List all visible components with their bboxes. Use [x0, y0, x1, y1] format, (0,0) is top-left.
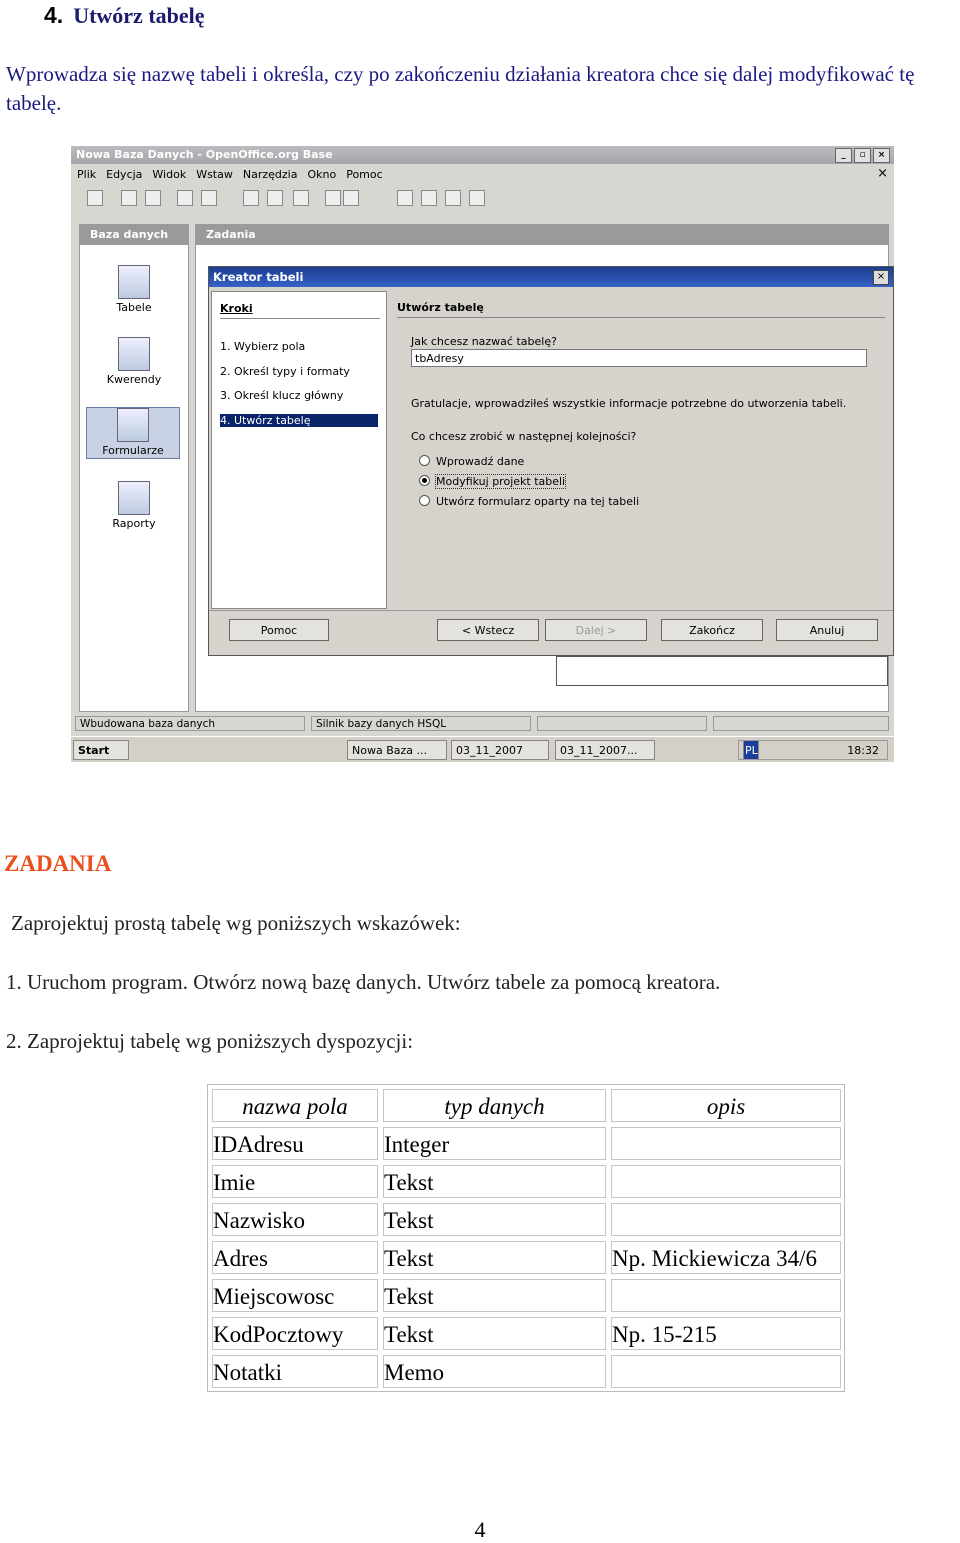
- save-icon[interactable]: [145, 190, 161, 206]
- reports-icon: [118, 481, 150, 515]
- menu-widok[interactable]: Widok: [152, 168, 187, 181]
- section-heading: [44, 2, 205, 29]
- database-pane: [79, 224, 189, 712]
- tasks-pane-header: Zadania: [196, 225, 888, 245]
- table-cell: Tekst: [383, 1203, 606, 1236]
- dialog-title: Kreator tabeli: [209, 267, 893, 287]
- table-cell: Miejscowosc: [212, 1279, 378, 1312]
- dialog-close-icon[interactable]: ×: [873, 270, 889, 285]
- close-window-button[interactable]: ×: [873, 148, 890, 163]
- toolbar: [71, 186, 894, 210]
- page-number: 4: [474, 1517, 486, 1542]
- table-header-cell: opis: [611, 1089, 841, 1122]
- form-icon[interactable]: [293, 190, 309, 206]
- task-folder[interactable]: 03_11_2007: [451, 740, 549, 760]
- section-number: 4.: [44, 2, 64, 28]
- content-header: Utwórz tabelę: [397, 301, 484, 314]
- windows-taskbar: [71, 736, 894, 762]
- table-cell: Memo: [383, 1355, 606, 1388]
- table-cell: [611, 1203, 841, 1236]
- radio-create-form[interactable]: Utwórz formularz oparty na tej tabeli: [419, 495, 639, 508]
- table-wizard-dialog: [208, 266, 894, 656]
- table-cell: Notatki: [212, 1355, 378, 1388]
- menu-okno[interactable]: Okno: [307, 168, 337, 181]
- wizard-content: [389, 291, 889, 607]
- forms-item[interactable]: Formularze: [86, 407, 180, 459]
- menu-bar: [71, 166, 894, 184]
- table-cell: Tekst: [383, 1279, 606, 1312]
- tasks-intro: Zaprojektuj prostą tabelę wg poniższych wskazówek:: [11, 911, 461, 935]
- radio-modify-design[interactable]: Modyfikuj projekt tabeli: [419, 475, 565, 488]
- copy-icon[interactable]: [177, 190, 193, 206]
- table-name-input[interactable]: tbAdresy: [411, 349, 867, 367]
- help-button[interactable]: Pomoc: [229, 619, 329, 641]
- fields-table: [207, 1084, 845, 1392]
- window-titlebar: [71, 146, 894, 164]
- name-question: Jak chcesz nazwać tabelę?: [411, 335, 557, 348]
- menu-edycja[interactable]: Edycja: [106, 168, 143, 181]
- table-cell: [611, 1127, 841, 1160]
- report-icon[interactable]: [325, 190, 341, 206]
- step-2[interactable]: 2. Określ typy i formaty: [220, 365, 350, 378]
- maximize-button[interactable]: ▫: [854, 148, 871, 163]
- steps-header: Kroki: [220, 302, 253, 315]
- table-cell: Imie: [212, 1165, 378, 1198]
- table-cell: KodPocztowy: [212, 1317, 378, 1350]
- congrats-text: Gratulacje, wprowadziłeś wszystkie informacje potrzebne do utworzenia tabeli.: [411, 397, 847, 410]
- task-document[interactable]: 03_11_2007...: [555, 740, 655, 760]
- language-indicator[interactable]: PL: [743, 740, 759, 760]
- status-bar: [71, 714, 894, 734]
- help-icon[interactable]: [343, 190, 359, 206]
- task-1: 1. Uruchom program. Otwórz nową bazę danych. Utwórz tabele za pomocą kreatora.: [6, 970, 721, 994]
- forms-icon: [117, 408, 149, 442]
- queries-item[interactable]: Kwerendy: [80, 337, 188, 386]
- finish-button[interactable]: Zakończ: [661, 619, 763, 641]
- minimize-button[interactable]: _: [835, 148, 852, 163]
- radio-enter-data[interactable]: Wprowadź dane: [419, 455, 524, 468]
- paste-icon[interactable]: [201, 190, 217, 206]
- sort-ascending-icon[interactable]: [243, 190, 259, 206]
- reports-item[interactable]: Raporty: [80, 481, 188, 530]
- table-cell: Tekst: [383, 1241, 606, 1274]
- step-3[interactable]: 3. Określ klucz główny: [220, 389, 344, 402]
- menu-plik[interactable]: Plik: [77, 168, 97, 181]
- table-cell: Adres: [212, 1241, 378, 1274]
- tasks-title: ZADANIA: [4, 851, 112, 876]
- query-icon[interactable]: [421, 190, 437, 206]
- new-icon[interactable]: [87, 190, 103, 206]
- table-header-cell: typ danych: [383, 1089, 606, 1122]
- table-header-cell: nazwa pola: [212, 1089, 378, 1122]
- report-design-icon[interactable]: [469, 190, 485, 206]
- table-cell: Nazwisko: [212, 1203, 378, 1236]
- steps-panel: [211, 291, 387, 609]
- tables-item[interactable]: Tabele: [80, 265, 188, 314]
- tables-icon: [118, 265, 150, 299]
- status-embedded-db: Wbudowana baza danych: [75, 716, 305, 731]
- table-icon[interactable]: [397, 190, 413, 206]
- table-cell: Np. Mickiewicza 34/6: [611, 1241, 841, 1274]
- step-1[interactable]: 1. Wybierz pola: [220, 340, 306, 353]
- queries-icon: [118, 337, 150, 371]
- table-cell: Tekst: [383, 1317, 606, 1350]
- table-cell: Tekst: [383, 1165, 606, 1198]
- sort-descending-icon[interactable]: [267, 190, 283, 206]
- next-button[interactable]: Dalej >: [545, 619, 647, 641]
- cancel-button[interactable]: Anuluj: [776, 619, 878, 641]
- task-nowa-baza[interactable]: Nowa Baza ...: [347, 740, 447, 760]
- menu-narzedzia[interactable]: Narzędzia: [242, 168, 298, 181]
- menu-wstaw[interactable]: Wstaw: [196, 168, 233, 181]
- table-cell: [611, 1279, 841, 1312]
- table-cell: [611, 1165, 841, 1198]
- form-design-icon[interactable]: [445, 190, 461, 206]
- menu-pomoc[interactable]: Pomoc: [346, 168, 383, 181]
- back-button[interactable]: < Wstecz: [437, 619, 539, 641]
- openoffice-screenshot: [71, 146, 894, 762]
- status-empty-1: [537, 716, 707, 731]
- task-2: 2. Zaprojektuj tabelę wg poniższych dyspozycji:: [6, 1029, 414, 1053]
- table-cell: Integer: [383, 1127, 606, 1160]
- start-button[interactable]: Start: [73, 740, 129, 760]
- section-title: Utwórz tabelę: [73, 3, 205, 28]
- intro-paragraph: Wprowadza się nazwę tabeli i określa, czy po zakończeniu działania kreatora chce się dalej modyfikować tę tabelę.: [6, 62, 915, 115]
- description-box: [556, 656, 888, 686]
- status-empty-2: [713, 716, 889, 731]
- open-icon[interactable]: [121, 190, 137, 206]
- next-question: Co chcesz zrobić w następnej kolejności?: [411, 430, 637, 443]
- taskbar-clock: 18:32: [738, 740, 888, 760]
- database-pane-header: Baza danych: [80, 225, 188, 245]
- table-cell: Np. 15-215: [611, 1317, 841, 1350]
- window-title: Nowa Baza Danych - OpenOffice.org Base: [76, 148, 333, 161]
- step-4[interactable]: 4. Utwórz tabelę: [220, 414, 378, 427]
- status-engine: Silnik bazy danych HSQL: [311, 716, 531, 731]
- table-cell: IDAdresu: [212, 1127, 378, 1160]
- table-cell: [611, 1355, 841, 1388]
- document-close-icon[interactable]: ×: [877, 166, 888, 181]
